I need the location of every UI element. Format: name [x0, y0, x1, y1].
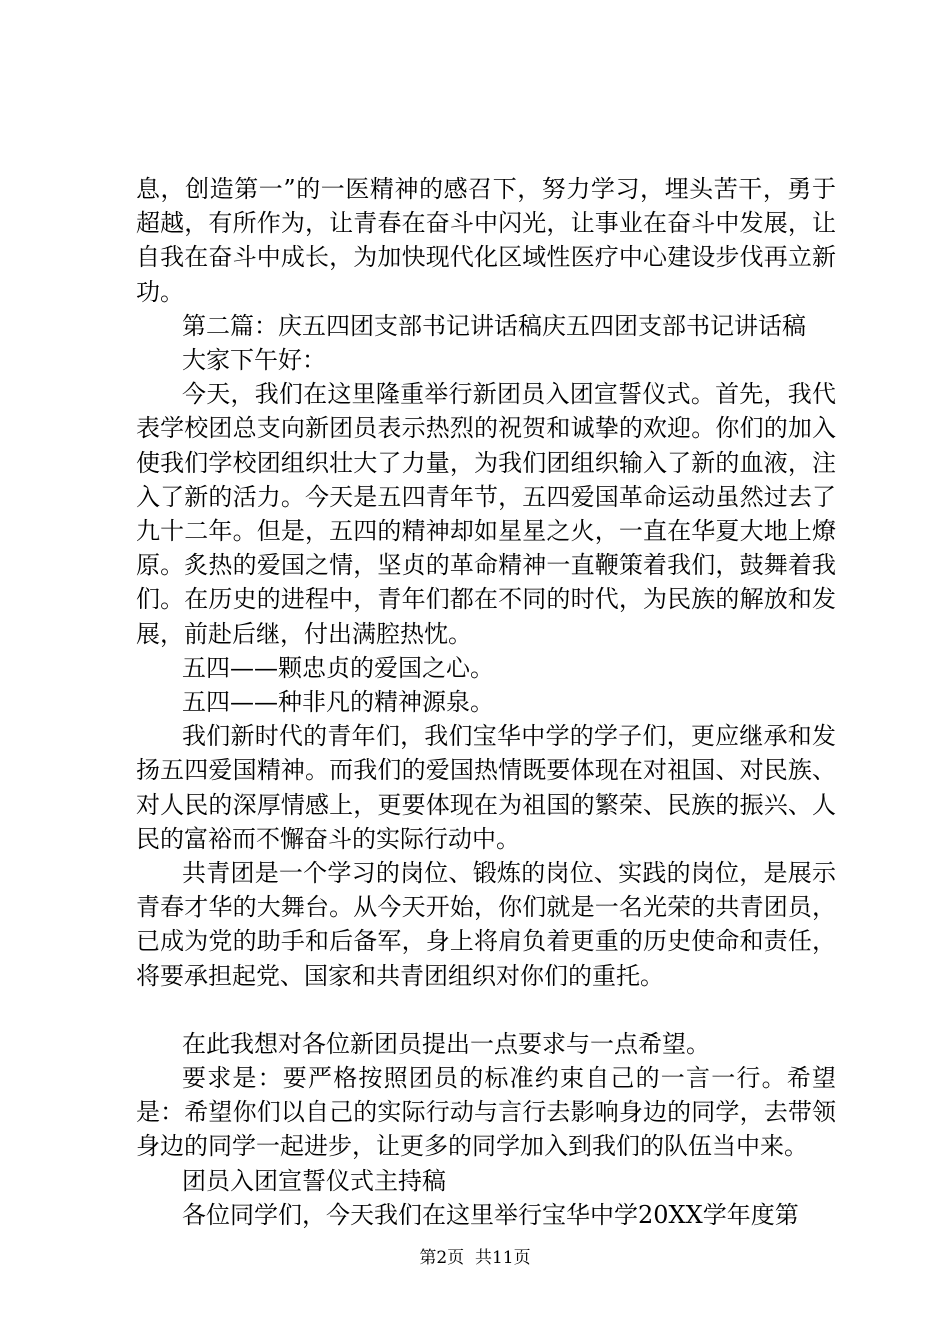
body-paragraph: 共青团是一个学习的岗位、锻炼的岗位、实践的岗位，是展示青春才华的大舞台。从今天开始，你们就是一名光荣的共青团员，已成为党的助手和后备军，身上将肩负着更重的历史使命和责任，将要承担起党、国家和共青团组织对你们的重托。	[136, 859, 836, 990]
paragraph-continuation: 息，创造第一”的一医精神的感召下，努力学习，埋头苦干，勇于超越，有所作为，让青春在奋斗中闪光，让事业在奋斗中发展，让自我在奋斗中成长，为加快现代化区域性医疗中心建设步伐再立新功。	[136, 175, 836, 306]
greeting-paragraph: 大家下午好：	[182, 346, 326, 375]
body-paragraph: 我们新时代的青年们，我们宝华中学的学子们，更应继承和发扬五四爱国精神。而我们的爱国热情既要体现在对祖国、对民族、对人民的深厚情感上，更要体现在为祖国的繁荣、民族的振兴、人民的富裕而不懈奋斗的实际行动中。	[136, 722, 836, 853]
subheading-paragraph: 团员入团宣誓仪式主持稿	[182, 1166, 446, 1195]
paragraph-spacer	[136, 993, 836, 1027]
body-paragraph: 五四——颗忠贞的爱国之心。	[182, 653, 494, 682]
document-body	[136, 172, 836, 1232]
page-number-footer: 第2页 共11页	[419, 1248, 531, 1268]
body-paragraph: 在此我想对各位新团员提出一点要求与一点希望。	[182, 1029, 710, 1058]
body-paragraph: 五四——种非凡的精神源泉。	[182, 688, 494, 717]
body-paragraph: 要求是：要严格按照团员的标准约束自己的一言一行。希望是：希望你们以自己的实际行动与言行去影响身边的同学，去带领身边的同学一起进步，让更多的同学加入到我们的队伍当中来。	[136, 1064, 836, 1161]
section-heading: 第二篇：庆五四团支部书记讲话稿庆五四团支部书记讲话稿	[182, 311, 806, 340]
body-paragraph: 各位同学们，今天我们在这里举行宝华中学20XX学年度第	[182, 1200, 799, 1229]
body-paragraph: 今天，我们在这里隆重举行新团员入团宣誓仪式。首先，我代表学校团总支向新团员表示热烈的祝贺和诚挚的欢迎。你们的加入使我们学校团组织壮大了力量，为我们团组织输入了新的血液，注入了新的活力。今天是五四青年节，五四爱国革命运动虽然过去了九十二年。但是，五四的精神却如星星之火，一直在华夏大地上燎原。炙热的爱国之情，坚贞的革命精神一直鞭策着我们，鼓舞着我们。在历史的进程中，青年们都在不同的时代，为民族的解放和发展，前赴后继，付出满腔热忱。	[136, 380, 836, 648]
